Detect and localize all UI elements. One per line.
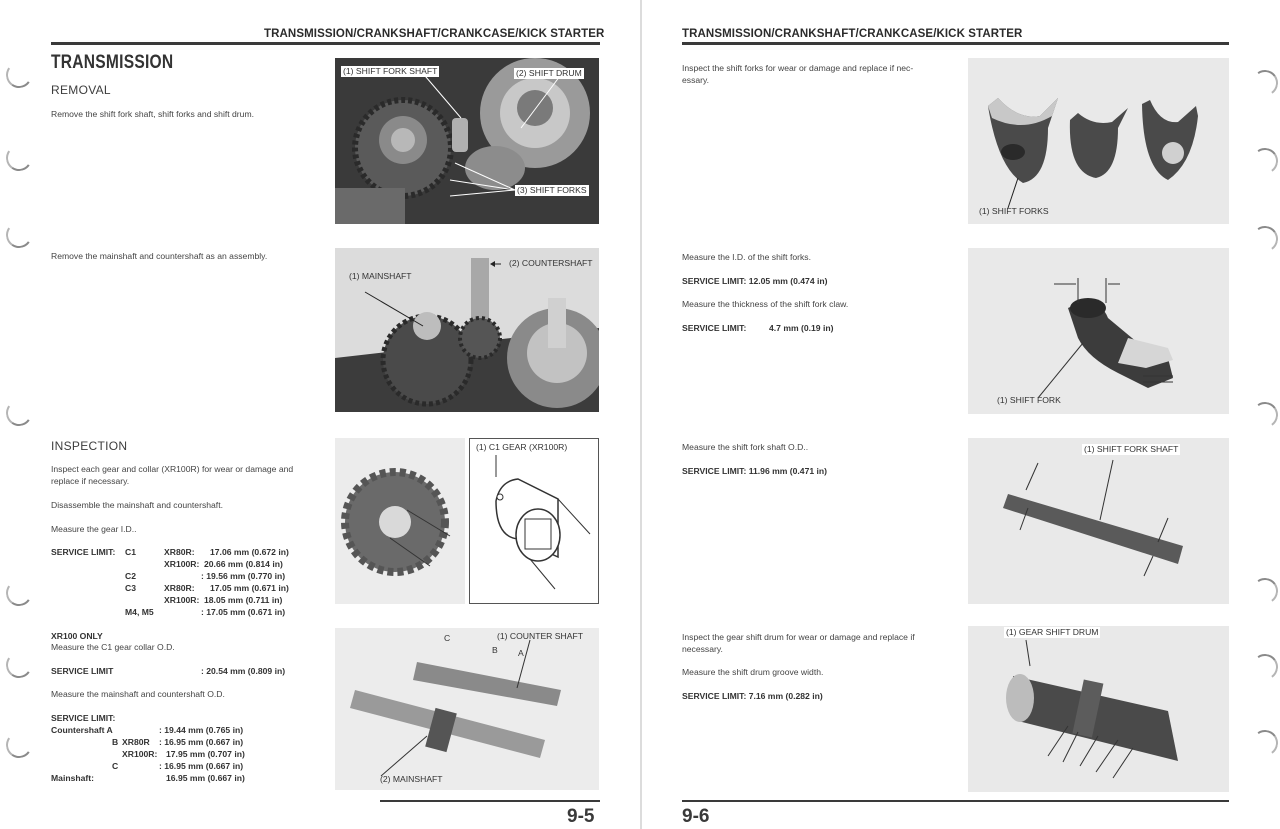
drum-limit: SERVICE LIMIT: 7.16 mm (0.282 in): [682, 691, 823, 701]
shafts-illustration: [335, 628, 599, 790]
spec-value: 16.95 mm (0.667 in): [166, 773, 245, 783]
text-line: necessary.: [682, 644, 723, 654]
callout-label: (3) SHIFT FORKS: [517, 185, 587, 195]
inspection-para-2: Disassemble the mainshaft and countershaft.: [51, 500, 223, 510]
gear-illustration: [335, 438, 465, 604]
spec-sub: XR80R: [122, 737, 150, 747]
binding-hole-mark: [4, 650, 34, 680]
claw-limit-label: SERVICE LIMIT:: [682, 323, 747, 333]
collar-limit-value: : 20.54 mm (0.809 in): [201, 666, 286, 676]
callout-label: (1) MAINSHAFT: [349, 271, 412, 281]
callout-label: (1) SHIFT FORK SHAFT: [343, 66, 438, 76]
callout-label: (1) SHIFT FORK SHAFT: [1084, 444, 1179, 454]
shift-forks-illustration: [968, 58, 1229, 224]
claw-limit-value: 4.7 mm (0.19 in): [769, 323, 834, 333]
forks-inspect-text: [682, 62, 913, 86]
binding-hole-mark: [1250, 146, 1280, 176]
inspection-para-1: [51, 463, 293, 487]
binding-hole-mark: [4, 220, 34, 250]
callout-label: (1) SHIFT FORK: [997, 395, 1061, 405]
figure-gear-shift-drum: [968, 626, 1229, 792]
binding-hole-mark: [1250, 576, 1280, 606]
shift-fork-illustration: [968, 248, 1229, 414]
gear-shift-drum-illustration: [968, 626, 1229, 792]
xr100-only-note: XR100 ONLY: [51, 631, 103, 641]
text-line: Inspect the shift forks for wear or damage and replace if nec-: [682, 63, 914, 73]
binding-hole-mark: [1250, 400, 1280, 430]
spec-model: XR100R:: [164, 595, 200, 605]
shaft-od-text: Measure the shift fork shaft O.D..: [682, 442, 809, 452]
callout-label: (1) C1 GEAR (XR100R): [476, 442, 568, 452]
claw-text: Measure the thickness of the shift fork claw.: [682, 299, 849, 309]
spec-label: SERVICE LIMIT:: [51, 713, 116, 723]
callout-letter-a: A: [518, 648, 524, 658]
callout-label: (1) GEAR SHIFT DRUM: [1006, 627, 1099, 637]
page-number-left: 9-5: [567, 806, 595, 827]
figure-shaft-assembly-removal: [335, 248, 599, 412]
page-gutter: [640, 0, 642, 829]
drum-groove-text: Measure the shift drum groove width.: [682, 667, 824, 677]
binding-hole-mark: [1250, 728, 1280, 758]
spec-name: Mainshaft:: [51, 773, 94, 783]
spec-label: SERVICE LIMIT:: [51, 547, 116, 557]
section-heading-removal: REMOVAL: [51, 83, 111, 97]
callout-label: (2) SHIFT DRUM: [516, 68, 582, 78]
running-header-left: TRANSMISSION/CRANKSHAFT/CRANKCASE/KICK STARTER: [264, 28, 605, 40]
spec-sub: XR100R:: [122, 749, 158, 759]
collar-limit-label: SERVICE LIMIT: [51, 666, 114, 676]
footer-rule: [380, 800, 600, 802]
shaft-od-limit: SERVICE LIMIT: 11.96 mm (0.471 in): [682, 466, 828, 476]
spec-name: C: [112, 761, 119, 771]
spec-value: : 16.95 mm (0.667 in): [159, 761, 244, 771]
figure-shift-fork-removal: [335, 58, 599, 224]
inspection-para-3: Measure the gear I.D..: [51, 524, 137, 534]
callout-label: (2) MAINSHAFT: [380, 774, 443, 784]
spec-name: B: [112, 737, 119, 747]
spec-value: : 19.56 mm (0.770 in): [201, 571, 286, 581]
binding-hole-mark: [4, 60, 34, 90]
spec-value: : 17.05 mm (0.671 in): [201, 607, 286, 617]
removal-step-1: Remove the shift fork shaft, shift forks and shift drum.: [51, 109, 254, 119]
text-line: replace if necessary.: [51, 476, 130, 486]
fork-id-text: Measure the I.D. of the shift forks.: [682, 252, 811, 262]
footer-rule: [682, 800, 1229, 802]
text-line: Inspect the gear shift drum for wear or damage and replace if: [682, 632, 915, 642]
spec-gear: C1: [125, 547, 136, 557]
callout-label: (2) COUNTERSHAFT: [509, 258, 593, 268]
figure-shift-fork-measure: [968, 248, 1229, 414]
text-line: Inspect each gear and collar (XR100R) for wear or damage and: [51, 464, 294, 474]
spec-value: 17.05 mm (0.671 in): [210, 583, 289, 593]
engine-case-illustration: [335, 58, 599, 224]
callout-label: (1) COUNTER SHAFT: [497, 631, 583, 641]
removal-step-2: Remove the mainshaft and countershaft as an assembly.: [51, 251, 268, 261]
drum-inspect-text: [682, 631, 915, 655]
binding-hole-mark: [4, 730, 34, 760]
spec-name: Countershaft A: [51, 725, 113, 735]
header-rule: [682, 42, 1229, 45]
binding-hole-mark: [4, 143, 34, 173]
spec-model: XR80R:: [164, 547, 195, 557]
binding-hole-mark: [1250, 68, 1280, 98]
spec-value: : 16.95 mm (0.667 in): [159, 737, 244, 747]
header-rule: [51, 42, 600, 45]
shaft-od-service-limits: [51, 712, 321, 784]
page-number-right: 9-6: [682, 806, 710, 827]
spec-value: 17.95 mm (0.707 in): [166, 749, 245, 759]
binding-hole-mark: [1250, 652, 1280, 682]
binding-hole-mark: [4, 578, 34, 608]
gear-id-service-limits: [51, 546, 321, 618]
figure-gear-id: [335, 438, 465, 604]
callout-letter-b: B: [492, 645, 498, 655]
figure-shift-fork-shaft: [968, 438, 1229, 604]
spec-gear: C3: [125, 583, 136, 593]
binding-hole-mark: [1250, 224, 1280, 254]
spec-value: 18.05 mm (0.711 in): [204, 595, 283, 605]
text-line: essary.: [682, 75, 710, 85]
figure-shift-forks: [968, 58, 1229, 224]
spec-model: XR100R:: [164, 559, 200, 569]
c1-gear-line-drawing: [470, 439, 599, 604]
shift-fork-shaft-illustration: [968, 438, 1229, 604]
spec-gear: M4, M5: [125, 607, 154, 617]
section-heading-inspection: INSPECTION: [51, 439, 128, 453]
shaft-od-instruction: Measure the mainshaft and countershaft O.D.: [51, 689, 225, 699]
figure-shaft-od: [335, 628, 599, 790]
spec-model: XR80R:: [164, 583, 195, 593]
page-title: TRANSMISSION: [51, 52, 174, 73]
spec-gear: C2: [125, 571, 136, 581]
callout-label: (1) SHIFT FORKS: [979, 206, 1049, 216]
fork-id-limit: SERVICE LIMIT: 12.05 mm (0.474 in): [682, 276, 828, 286]
spec-value: 20.66 mm (0.814 in): [204, 559, 283, 569]
spec-value: 17.06 mm (0.672 in): [210, 547, 289, 557]
figure-c1-gear-diagram: [469, 438, 599, 604]
collar-instruction: Measure the C1 gear collar O.D.: [51, 642, 175, 652]
callout-letter-c: C: [444, 633, 451, 643]
running-header-right: TRANSMISSION/CRANKSHAFT/CRANKCASE/KICK STARTER: [682, 28, 1023, 40]
binding-hole-mark: [4, 398, 34, 428]
spec-value: : 19.44 mm (0.765 in): [159, 725, 244, 735]
